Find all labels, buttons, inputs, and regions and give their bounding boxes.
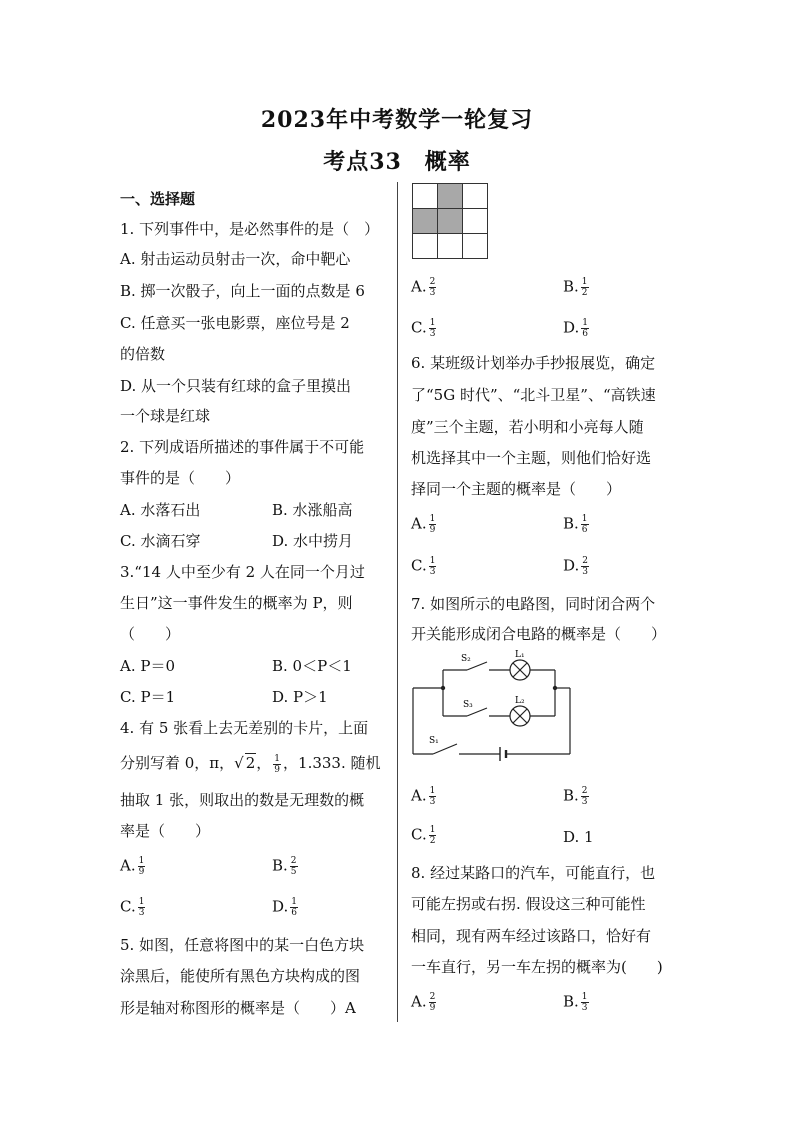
q5-option-c: C. $\frac{1}{3}$ (411, 318, 436, 339)
q1-option-d: D. 从一个只装有红球的盒子里摸出 (120, 377, 352, 395)
q1-option-a: A. 射击运动员射击一次，命中靶心 (120, 250, 351, 268)
sqrt-sign: √ (234, 754, 244, 772)
q6-stem-4: 机选择其中一个主题，则他们恰好选 (411, 449, 652, 467)
q6-option-a: A. $\frac{1}{9}$ (411, 514, 436, 535)
grid-cell-white (463, 209, 488, 234)
q1-option-c: C. 任意买一张电影票，座位号是 2 (120, 314, 350, 332)
label-s1: S₁ (429, 736, 439, 746)
q3-option-c: C. P＝1 (120, 688, 176, 706)
q6-stem-5: 择同一个主题的概率是（ ） (411, 480, 622, 498)
q8-option-b: B. $\frac{1}{3}$ (563, 992, 588, 1013)
q1-option-d-cont: 一个球是红球 (120, 407, 211, 425)
q1-stem: 1. 下列事件中，是必然事件的是（ ） (120, 220, 380, 238)
grid-cell-white (463, 184, 488, 209)
q7-option-c: C. $\frac{1}{2}$ (411, 825, 436, 846)
grid-cell-dark (413, 209, 438, 234)
q4-option-c: C. $\frac{1}{3}$ (120, 897, 145, 918)
q2-option-c: C. 水滴石穿 (120, 532, 201, 550)
q7-stem: 7. 如图所示的电路图，同时闭合两个 (411, 595, 656, 613)
q3-option-b: B. 0＜P＜1 (272, 657, 352, 675)
q8-stem-4: 一车直行，另一车左拐的概率为( ) (411, 958, 663, 976)
label-s2: S₂ (461, 654, 471, 664)
q5-stem: 5. 如图，任意将图中的某一白色方块 (120, 936, 365, 954)
q2-stem-cont: 事件的是（ ） (120, 469, 241, 487)
q3-stem-paren: （ ） (120, 625, 181, 643)
q8-stem: 8. 经过某路口的汽车，可能直行，也 (411, 864, 656, 882)
q5-stem-cont: 涂黑后，能使所有黑色方块构成的图 (120, 967, 361, 985)
q4-option-d: D. $\frac{1}{6}$ (272, 897, 297, 918)
q7-option-a: A. $\frac{1}{3}$ (411, 786, 436, 807)
q7-option-b: B. $\frac{2}{3}$ (563, 786, 588, 807)
label-l2: L₂ (515, 696, 525, 706)
label-s3: S₃ (463, 700, 473, 710)
q4-stem-line4: 率是（ ） (120, 822, 211, 840)
q3-stem-cont: 生日”这一事件发生的概率为 P，则 (120, 594, 353, 612)
q2-option-a: A. 水落石出 (120, 501, 201, 519)
q7-circuit-diagram (405, 648, 580, 768)
q4-text-b: ， (256, 754, 272, 772)
q4-text-c: ，1.333. 随机 (283, 754, 381, 772)
q6-stem-3: 度”三个主题，若小明和小亮每人随 (411, 418, 644, 436)
column-divider (397, 182, 398, 1022)
q5-stem-cont2: 形是轴对称图形的概率是（ ）A (120, 999, 356, 1017)
q4-option-a: A. $\frac{1}{9}$ (120, 856, 145, 877)
page-subtitle: 考点33 概率 (323, 149, 471, 175)
grid-cell-white (463, 234, 488, 259)
q4-stem: 4. 有 5 张看上去无差别的卡片，上面 (120, 719, 369, 737)
q7-option-d: D. 1 (563, 828, 594, 846)
q6-stem: 6. 某班级计划举办手抄报展览，确定 (411, 354, 656, 372)
q4-inline-fraction: $\frac{1}{9}$ (274, 753, 281, 775)
label-l1: L₁ (515, 650, 525, 660)
q5-option-d: D. $\frac{1}{6}$ (563, 318, 588, 339)
q4-text-a: 分别写着 0，π， (120, 754, 235, 772)
grid-cell-dark (438, 184, 463, 209)
grid-cell-white (413, 184, 438, 209)
q6-option-c: C. $\frac{1}{3}$ (411, 556, 436, 577)
q3-option-d: D. P＞1 (272, 688, 328, 706)
q8-stem-3: 相同，现有两车经过该路口，恰好有 (411, 927, 652, 945)
q4-sqrt-value: 2 (245, 754, 256, 772)
grid-cell-white (413, 234, 438, 259)
q1-option-c-cont: 的倍数 (120, 345, 166, 363)
q7-stem-cont: 开关能形成闭合电路的概率是（ ） (411, 625, 667, 643)
q8-stem-2: 可能左拐或右拐. 假设这三种可能性 (411, 895, 646, 913)
q5-option-a: A. $\frac{2}{3}$ (411, 277, 436, 298)
q6-stem-2: 了“5G 时代”、“北斗卫星”、“高铁速 (411, 386, 656, 404)
q3-stem: 3.“14 人中至少有 2 人在同一个月过 (120, 563, 365, 581)
grid-cell-white (438, 234, 463, 259)
q6-option-d: D. $\frac{2}{3}$ (563, 556, 588, 577)
q4-stem-line3: 抽取 1 张，则取出的数是无理数的概 (120, 791, 365, 809)
junction-right (553, 686, 557, 690)
q8-option-a: A. $\frac{2}{9}$ (411, 992, 436, 1013)
q3-option-a: A. P＝0 (120, 657, 176, 675)
q2-stem: 2. 下列成语所描述的事件属于不可能 (120, 438, 365, 456)
q1-option-b: B. 掷一次骰子，向上一面的点数是 6 (120, 282, 365, 300)
page-title: 2023年中考数学一轮复习 (260, 107, 534, 133)
grid-cell-dark (438, 209, 463, 234)
junction-left (441, 686, 445, 690)
section-heading: 一、选择题 (120, 190, 196, 208)
q5-grid-figure (412, 183, 488, 259)
q5-option-b: B. $\frac{1}{2}$ (563, 277, 588, 298)
q4-stem-line2 (120, 752, 381, 775)
q4-option-b: B. $\frac{2}{5}$ (272, 856, 297, 877)
q2-option-b: B. 水涨船高 (272, 501, 353, 519)
q6-option-b: B. $\frac{1}{6}$ (563, 514, 588, 535)
q2-option-d: D. 水中捞月 (272, 532, 354, 550)
